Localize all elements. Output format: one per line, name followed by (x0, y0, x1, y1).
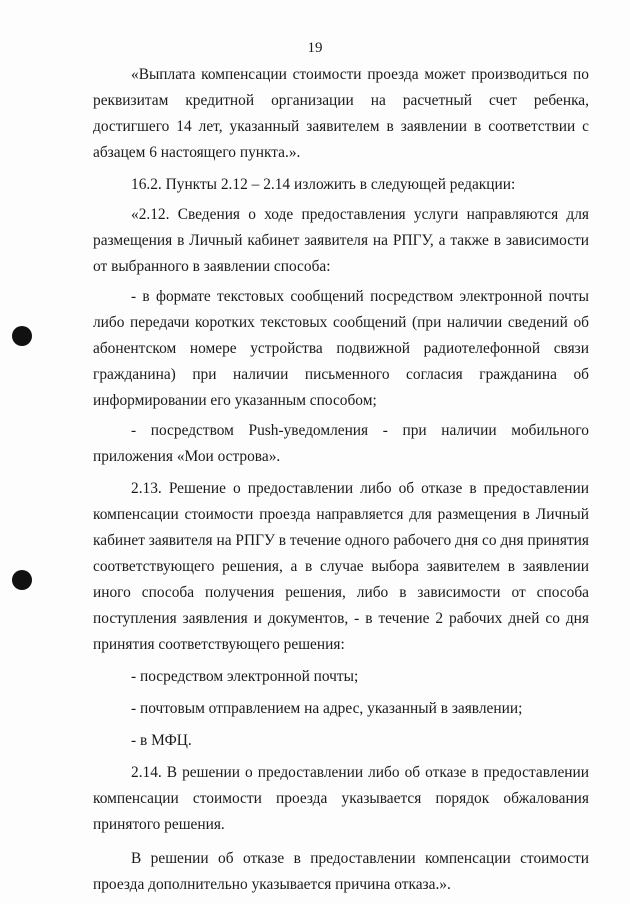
document-body (93, 62, 589, 898)
paragraph-item-2-12: «2.12. Сведения о ходе предоставления услуги направляются для размещения в Личный кабинет заявителя на РПГУ, а также в зависимости от выбранного в заявлении способа: (93, 206, 589, 275)
paragraph-bullet-email: - посредством электронной почты; (131, 668, 359, 685)
page-number: 19 (307, 40, 323, 56)
paragraph-bullet-push: - посредством Push-уведомления - при наличии мобильного приложения «Мои острова». (93, 422, 589, 465)
paragraph-item-16-2: 16.2. Пункты 2.12 – 2.14 изложить в следующей редакции: (131, 176, 516, 193)
paragraph-bullet-mfc: - в МФЦ. (131, 732, 192, 749)
paragraph-bullet-email-sms: - в формате текстовых сообщений посредством электронной почты либо передачи коротких текстовых сообщений (при наличии сведений об абонентском номере устройства подвижной радиотелефонной связи гражданина) при наличии письменного согласия гражданина об информировании его указанным способом; (93, 288, 589, 409)
paragraph-refusal-reason: В решении об отказе в предоставлении компенсации стоимости проезда дополнительно указывается причина отказа.». (93, 850, 589, 893)
paragraph-item-2-14: 2.14. В решении о предоставлении либо об отказе в предоставлении компенсации стоимости проезда указывается порядок обжалования принятого решения. (93, 764, 589, 833)
binder-hole (12, 326, 32, 346)
paragraph-bullet-post: - почтовым отправлением на адрес, указанный в заявлении; (131, 700, 523, 717)
binder-hole (12, 570, 32, 590)
paragraph-payment-details: «Выплата компенсации стоимости проезда может производиться по реквизитам кредитной организации на расчетный счет ребенка, достигшего 14 лет, указанный заявителем в заявлении в соответствии с абзацем 6 настоящего пункта.». (93, 66, 589, 161)
paragraph-item-2-13: 2.13. Решение о предоставлении либо об отказе в предоставлении компенсации стоимости проезда направляется для размещения в Личный кабинет заявителя на РПГУ в течение одного рабочего дня со дня принятия соответствующего решения, а в случае выбора заявителем в заявлении иного способа получения решения, либо в зависимости от способа поступления заявления и документов, - в течение 2 рабочих дней со дня принятия соответствующего решения: (93, 480, 589, 653)
